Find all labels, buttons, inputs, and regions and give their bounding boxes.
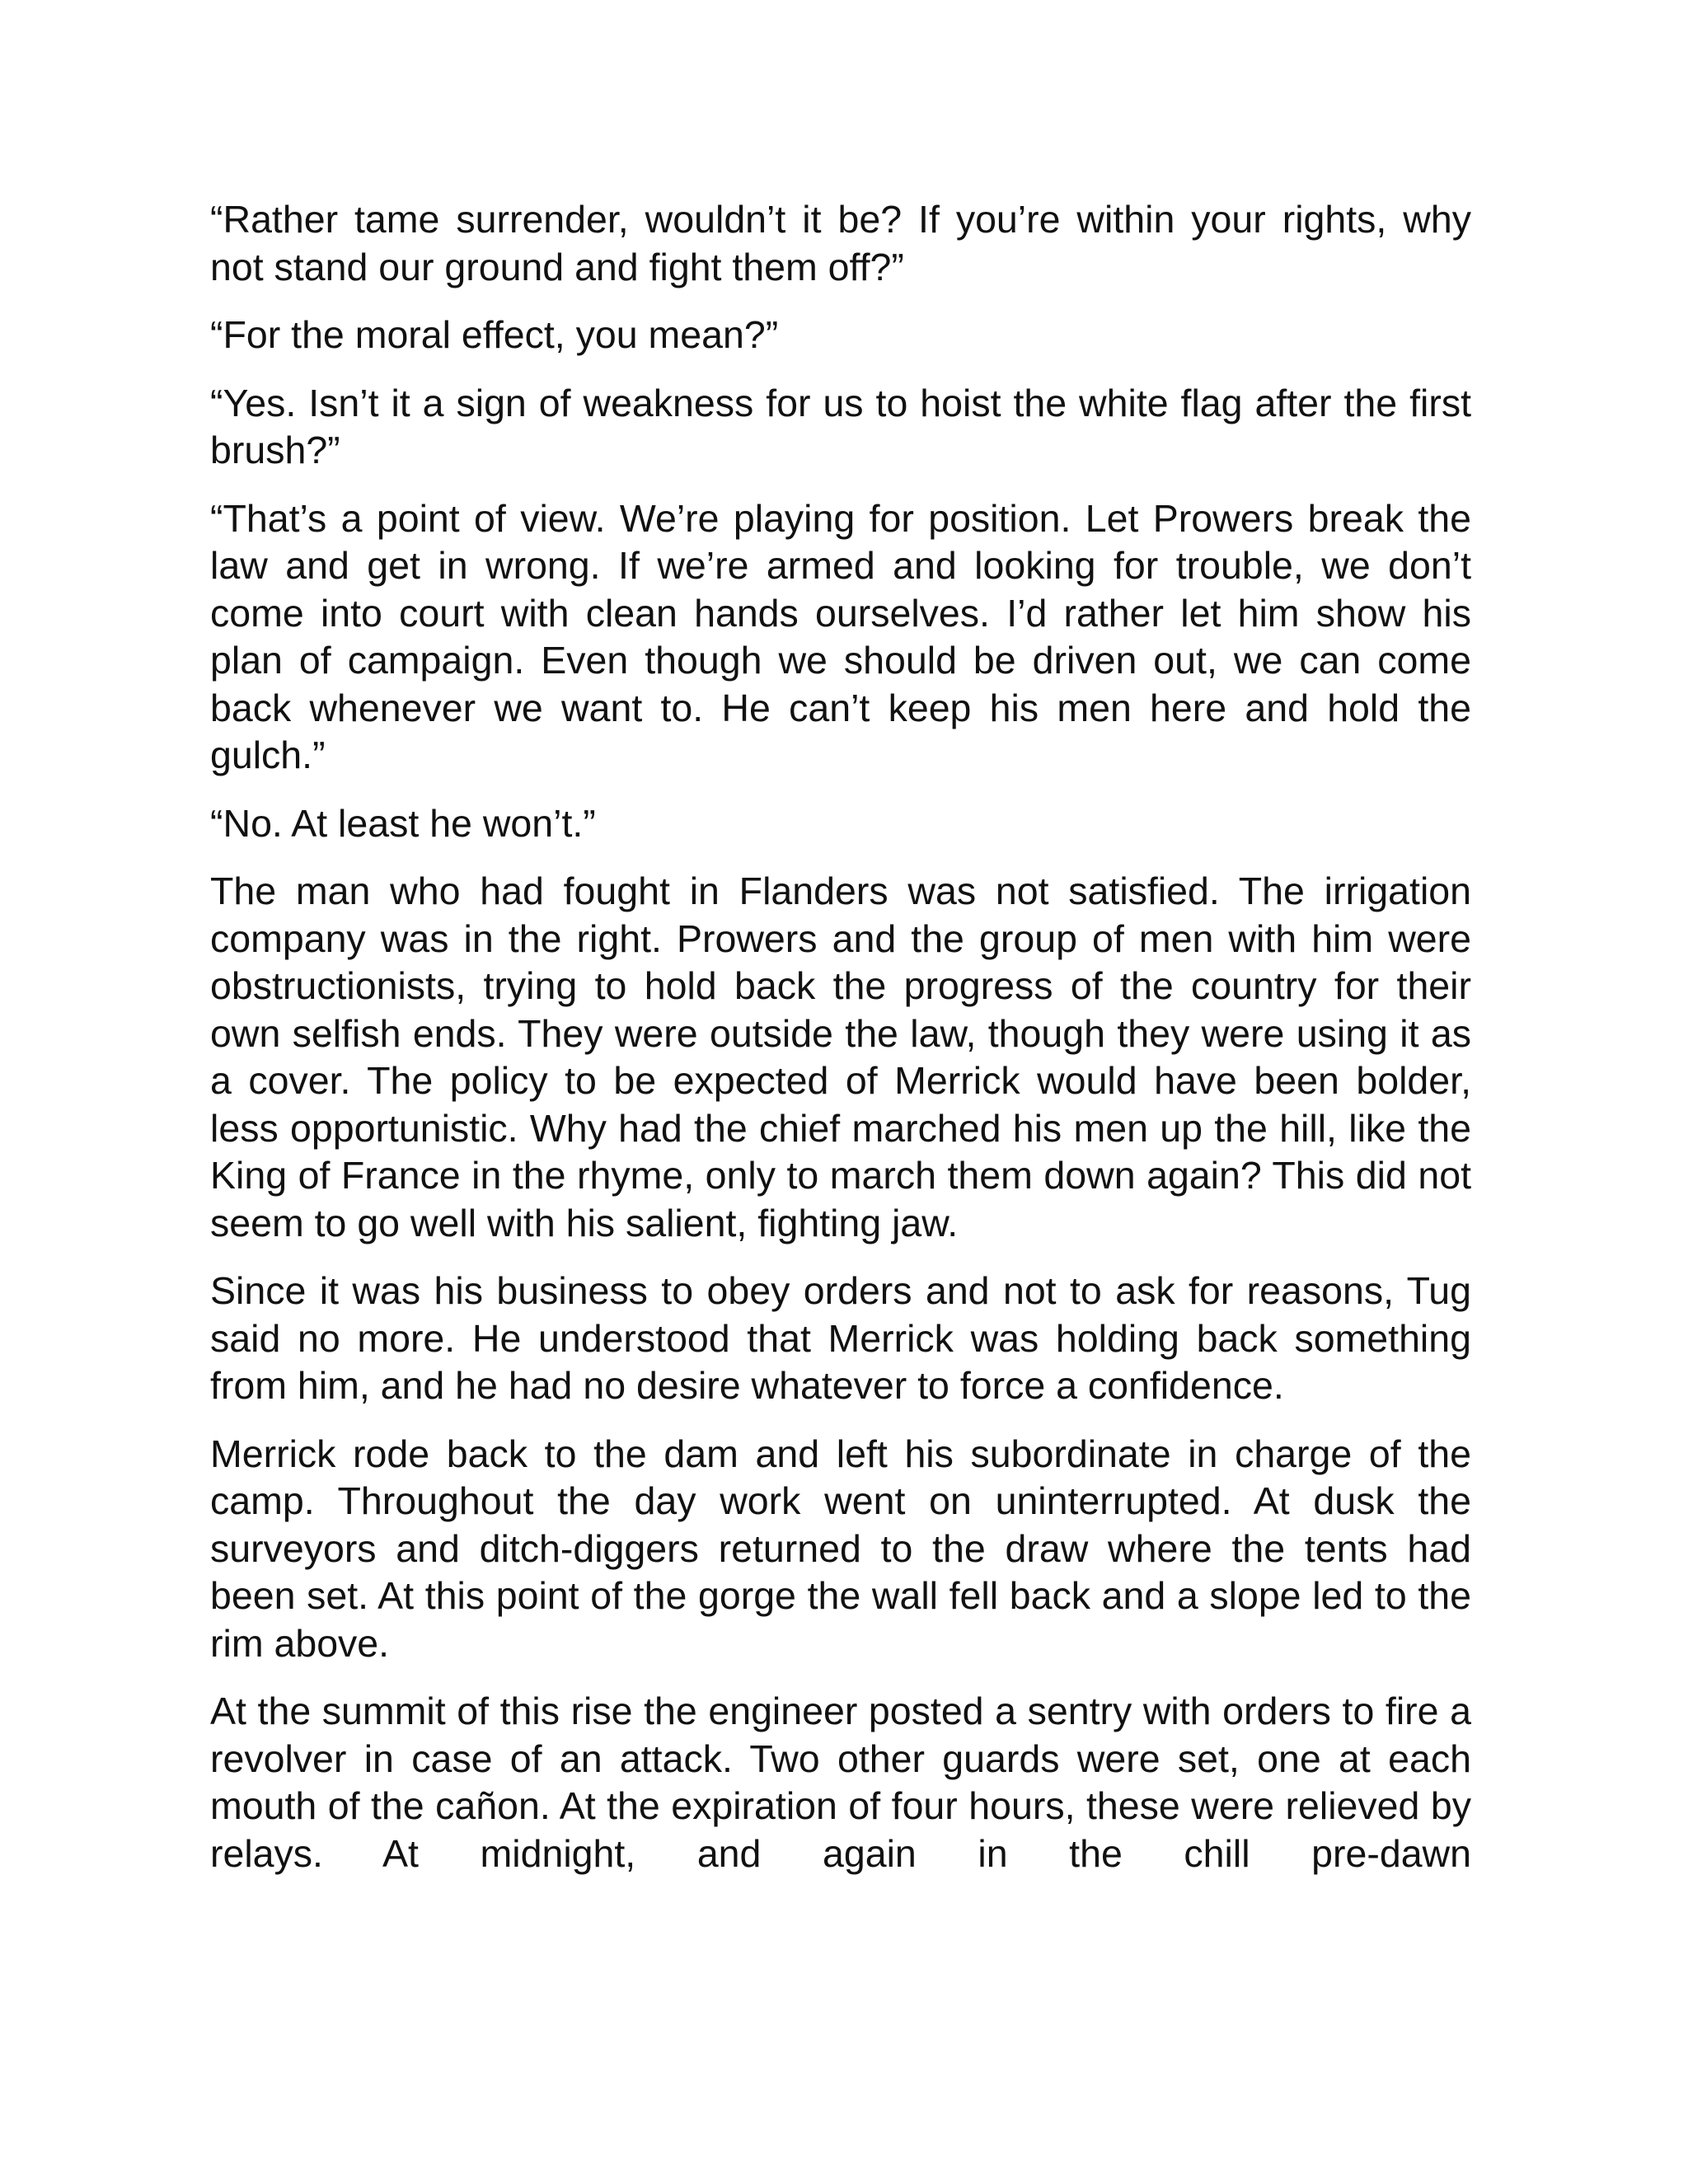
paragraph-6: The man who had fought in Flanders was not satisfied. The irrigation company was in the right. Prowers and the group of men with him were obstructionists, trying to hold back the progress of the country for their own selfish ends. They were outside the law, though they were using it as a cover. The policy to be expected of Merrick would have been bolder, less opportunistic. Why had the chief marched his men up the hill, like the King of France in the rhyme, only to march them down again? This did not seem to go well with his salient, fighting jaw. xyxy=(210,869,1471,1244)
paragraph-4: “That’s a point of view. We’re playing for position. Let Prowers break the law and get in wrong. If we’re armed and looking for trouble, we don’t come into court with clean hands ourselves. I’d rather let him show his plan of campaign. Even though we should be driven out, we can come back whenever we want to. He can’t keep his men here and hold the gulch.” xyxy=(210,496,1471,776)
paragraph-5: “No. At least he won’t.” xyxy=(210,801,596,845)
paragraph-9: At the summit of this rise the engineer posted a sentry with orders to fire a revolver in case of an attack. Two other guards were set, one at each mouth of the cañon. At the expiration of four hours, these were relieved by relays. At midnight, and again in the chill pre-dawn xyxy=(210,1690,1471,1875)
paragraph-2: “For the moral effect, you mean?” xyxy=(210,313,779,356)
paragraph-8: Merrick rode back to the dam and left his subordinate in charge of the camp. Throughout the day work went on uninterrupted. At dusk the surveyors and ditch-diggers returned to the draw where the tents had been set. At this point of the gorge the wall fell back and a slope led to the rim above. xyxy=(210,1432,1471,1665)
paragraph-1: “Rather tame surrender, wouldn’t it be? If you’re within your rights, why not stand our ground and fight them off?” xyxy=(210,198,1471,288)
paragraph-7: Since it was his business to obey orders and not to ask for reasons, Tug said no more. He understood that Merrick was holding back something from him, and he had no desire whatever to force a confidence. xyxy=(210,1269,1471,1407)
paragraph-3: “Yes. Isn’t it a sign of weakness for us to hoist the white flag after the first brush?” xyxy=(210,381,1471,471)
page-body xyxy=(210,196,1471,1877)
